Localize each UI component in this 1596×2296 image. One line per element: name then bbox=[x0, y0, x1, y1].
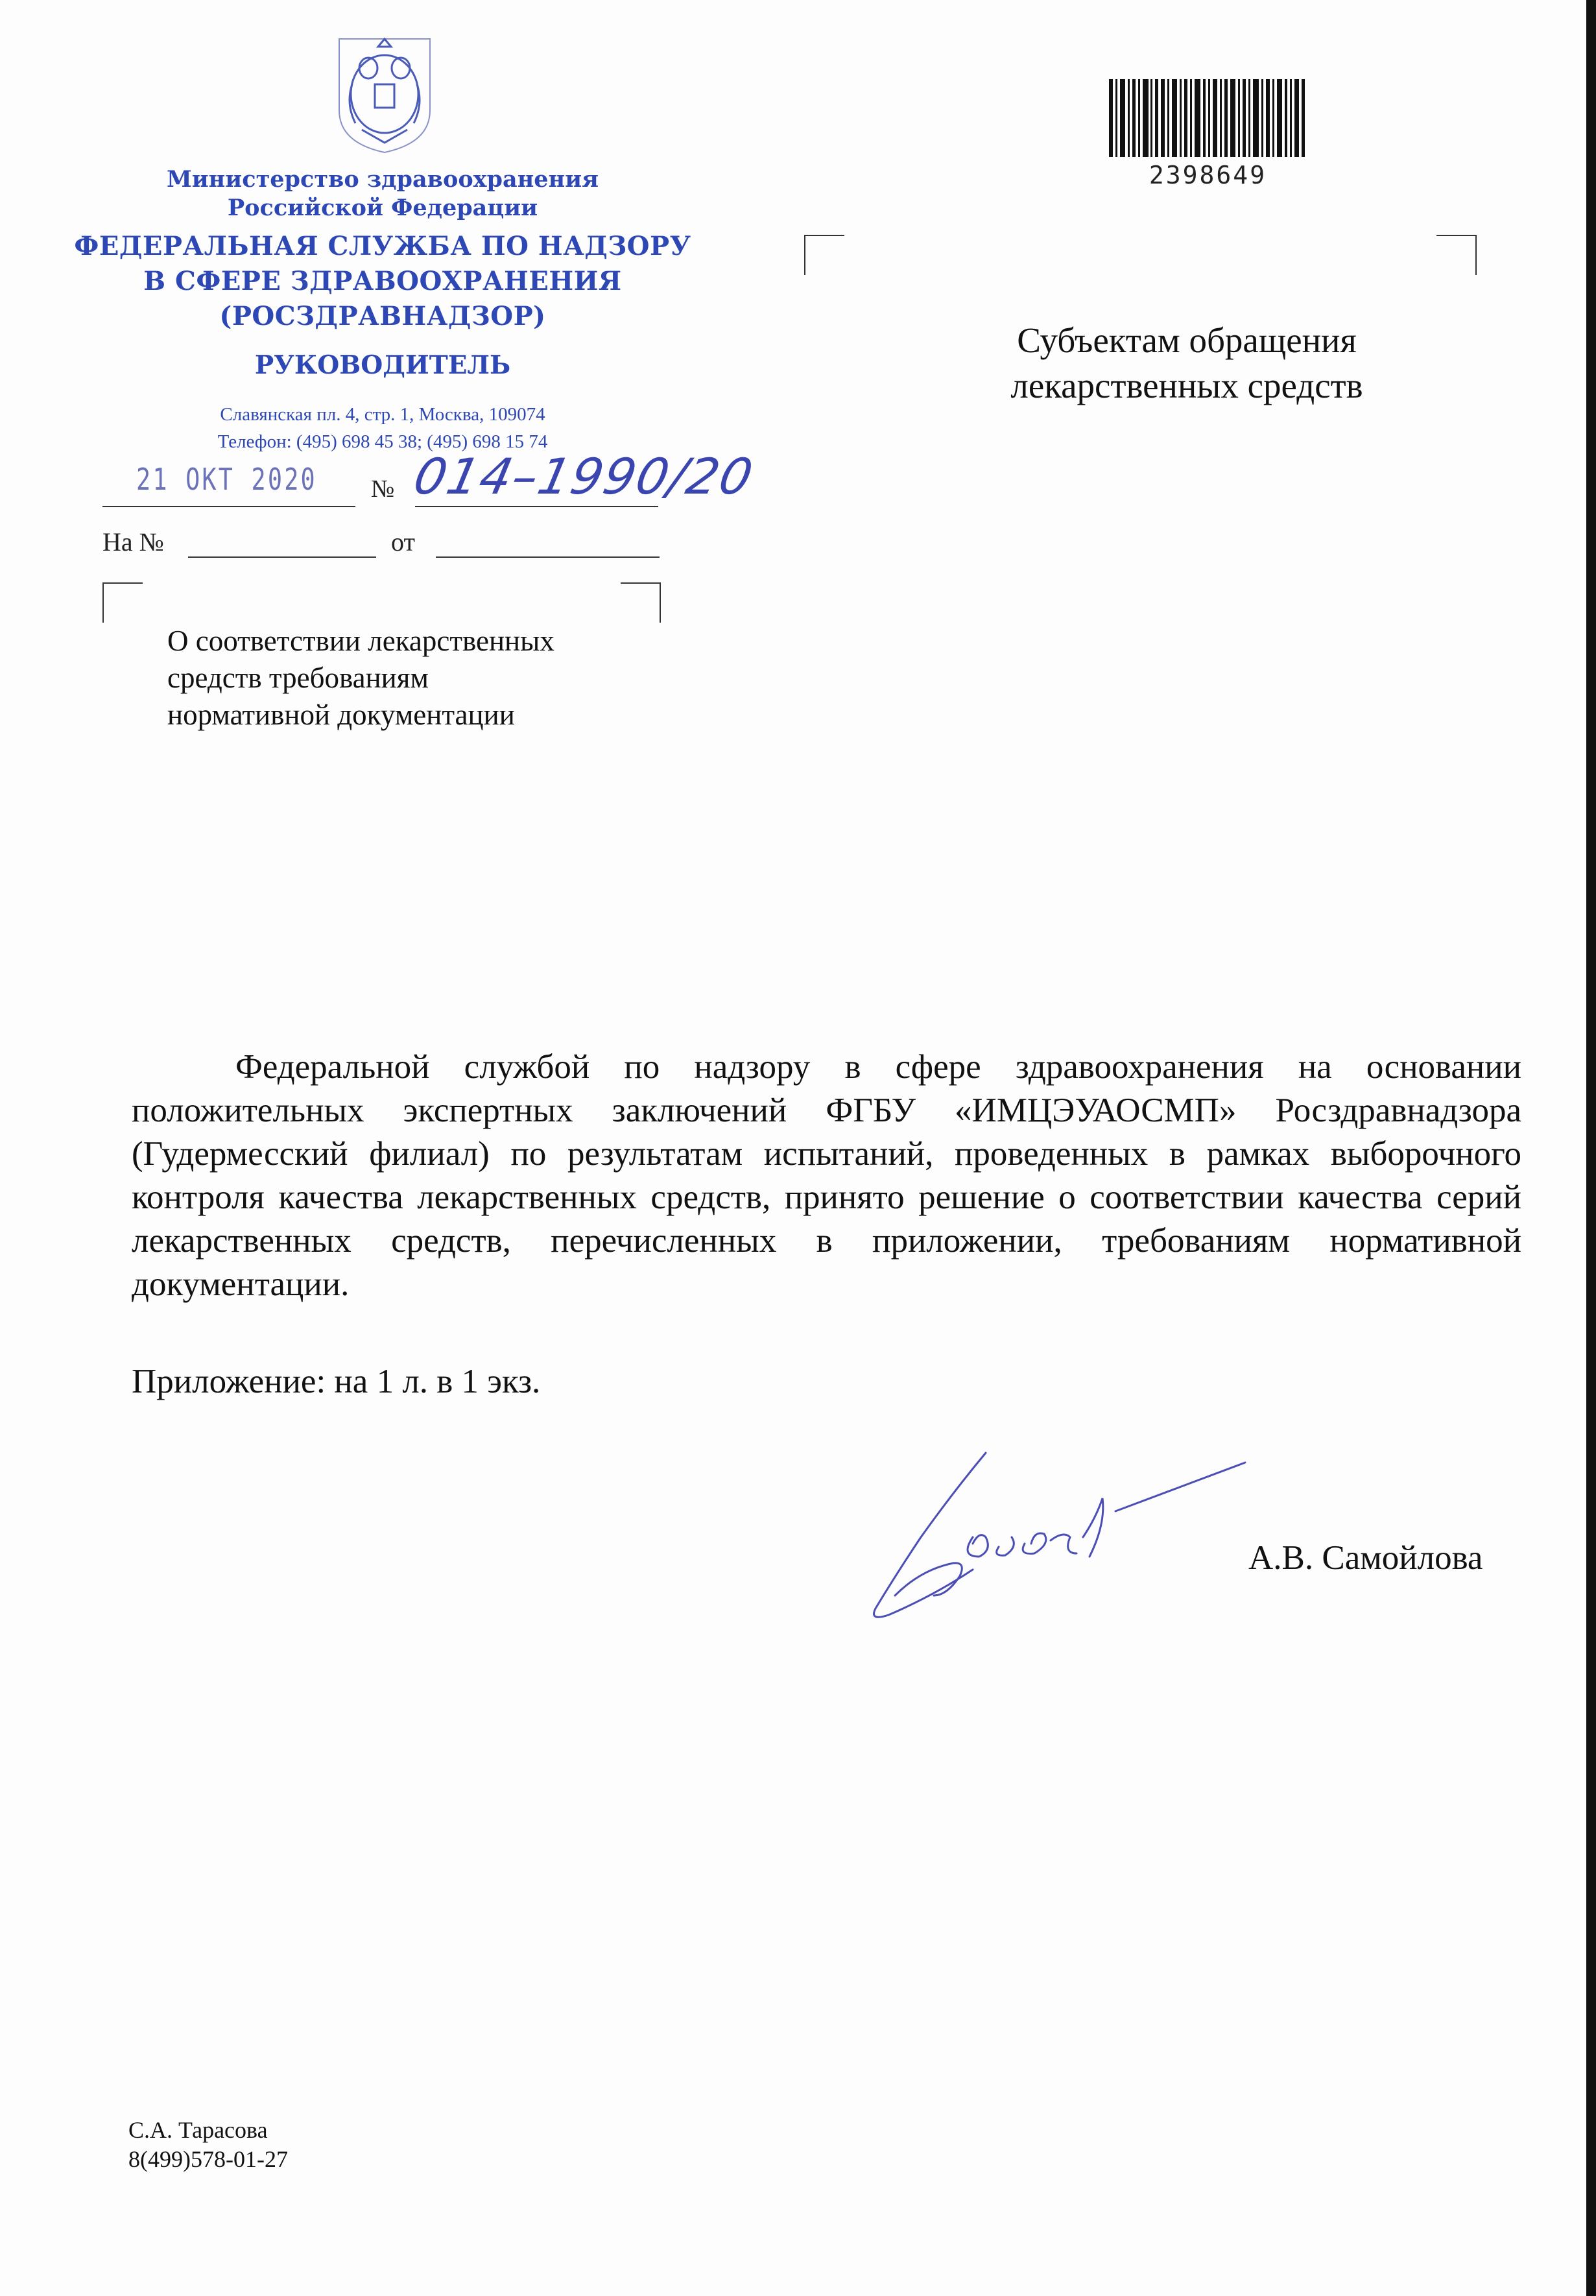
phone-numbers: Телефон: (495) 698 45 38; (495) 698 15 74 bbox=[217, 431, 548, 452]
addressee bbox=[927, 318, 1446, 409]
date-underline bbox=[102, 506, 355, 507]
executor-phone: 8(499)578-01-27 bbox=[128, 2146, 288, 2172]
reference-number-line bbox=[188, 556, 376, 558]
registration-number: 014–1990/20 bbox=[409, 448, 759, 505]
ministry-name bbox=[104, 165, 661, 222]
subject-corner-left bbox=[102, 582, 143, 623]
subject-line-3: нормативной документации bbox=[167, 699, 515, 731]
subject-line-2: средств требованиям bbox=[167, 662, 429, 694]
signer-name: А.В. Самойлова bbox=[1248, 1539, 1483, 1577]
number-underline bbox=[415, 506, 658, 507]
attachment-note: Приложение: на 1 л. в 1 экз. bbox=[132, 1363, 541, 1400]
service-line-2: В СФЕРЕ ЗДРАВООХРАНЕНИЯ bbox=[143, 266, 622, 296]
executor-block bbox=[128, 2116, 288, 2174]
service-name bbox=[65, 229, 700, 334]
number-sign: № bbox=[371, 475, 395, 503]
service-line-3: (РОСЗДРАВНАДЗОР) bbox=[219, 301, 546, 331]
addressee-corner-left bbox=[804, 235, 844, 275]
reference-date-line bbox=[436, 556, 660, 558]
barcode-number: 2398649 bbox=[1149, 161, 1267, 189]
scan-edge bbox=[1586, 0, 1596, 2296]
addressee-line-2: лекарственных средств bbox=[1010, 366, 1363, 405]
addressee-corner-right bbox=[1436, 235, 1477, 275]
head-title: РУКОВОДИТЕЛЬ bbox=[254, 350, 511, 380]
executor-name: С.А. Тарасова bbox=[128, 2117, 268, 2143]
subject-corner-right bbox=[621, 582, 661, 623]
letter-subject bbox=[167, 623, 686, 734]
reference-date-label: от bbox=[391, 527, 415, 556]
date-stamp: 21 ОКТ 2020 bbox=[136, 462, 317, 497]
service-line-1: ФЕДЕРАЛЬНАЯ СЛУЖБА ПО НАДЗОРУ bbox=[74, 231, 691, 261]
reference-number-label: На № bbox=[102, 527, 164, 556]
barcode-icon bbox=[1109, 79, 1307, 157]
coat-of-arms-emblem bbox=[333, 32, 436, 156]
addressee-line-1: Субъектам обращения bbox=[1017, 320, 1357, 360]
body-paragraph: Федеральной службой по надзору в сфере здравоохранения на основании положительных экспертных заключений ФГБУ «ИМЦЭУАОСМП» Росздравнадзора (Гудермесский филиал) по результатам испытаний, проведенных в рамках выборочного контроля качества лекарственных средств, принято решение о соответствии качества серий лекарственных средств, перечисленных в приложении, требованиям нормативной документации. bbox=[132, 1048, 1521, 1303]
subject-line-1: О соответствии лекарственных bbox=[167, 625, 554, 657]
handwritten-signature bbox=[856, 1440, 1258, 1634]
ministry-line-2: Российской Федерации bbox=[227, 195, 538, 221]
postal-address: Славянская пл. 4, стр. 1, Москва, 109074 bbox=[220, 404, 545, 425]
ministry-line-1: Министерство здравоохранения bbox=[166, 166, 599, 193]
